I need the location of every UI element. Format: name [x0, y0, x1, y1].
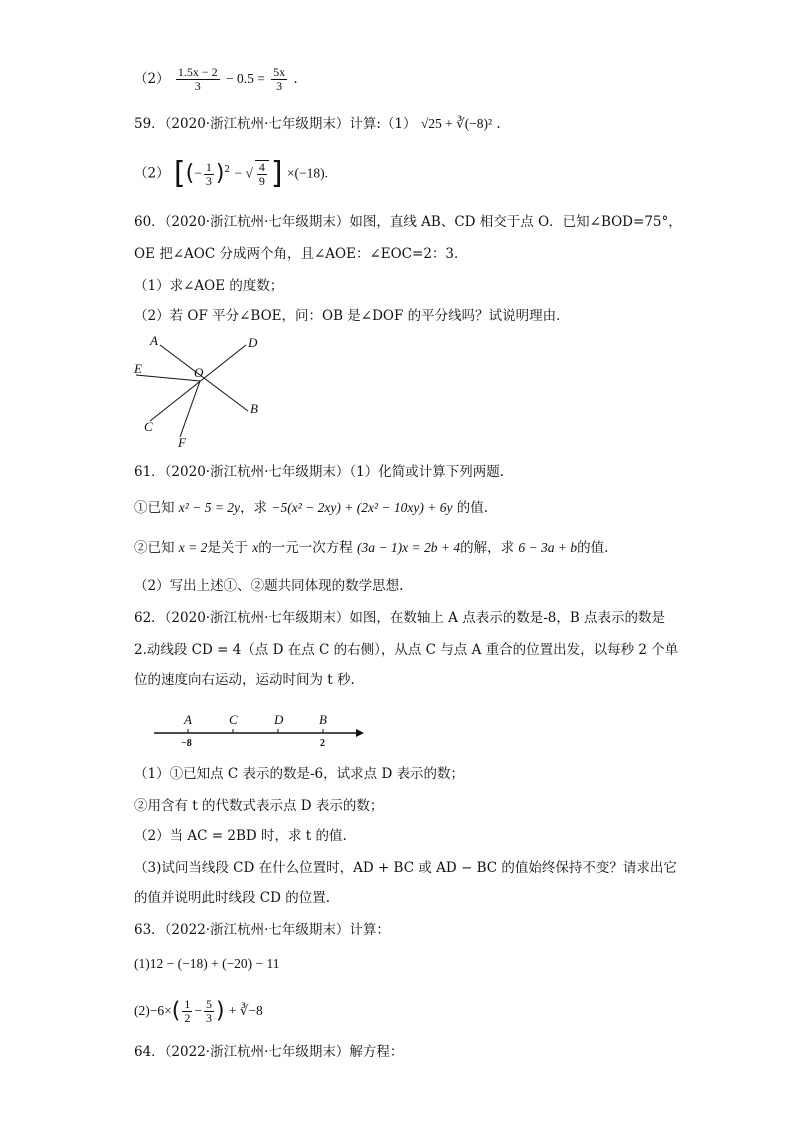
q63-e2-pre: (2)−6× [134, 1003, 172, 1018]
q63-f1 [182, 998, 192, 1025]
axis-label-B: B [319, 714, 327, 727]
q63-f1-num: 1 [184, 997, 191, 1011]
q61-item1-pre: ①已知 [134, 500, 175, 516]
q61-item2-var: x [252, 540, 259, 555]
q62-p1b: ②用含有 t 的代数式表示点 D 表示的数； [134, 798, 384, 814]
q59-root-frac [255, 160, 269, 188]
q58-part2-label: （2） [134, 71, 170, 87]
q60-line1: 60．（2020·浙江杭州·七年级期末）如图，直线 AB、CD 相交于点 O．已知∠BOD=75°， [134, 214, 682, 230]
q63-f2 [204, 998, 214, 1025]
q59-head: 59．（2020·浙江杭州·七年级期末）计算:（1） √25 + ∛(−8)² . [134, 116, 501, 132]
label-F: F [178, 435, 186, 448]
label-O: O [194, 365, 204, 380]
q59-frac-num: 1 [205, 159, 212, 174]
q58-frac2-den: 3 [276, 79, 283, 93]
q61-item1-mid: ，求 [240, 500, 268, 516]
q59-part2-label: （2） [134, 165, 170, 182]
q61-item2-mid: 是关于 [207, 540, 248, 556]
axis-label-C: C [229, 714, 238, 727]
q62-line2: 2.动线段 CD = 4（点 D 在点 C 的右侧），从点 C 与点 A 重合的位置出发，以每秒 2 个单 [134, 642, 679, 658]
axis-arrow [356, 729, 364, 737]
label-E: E [134, 361, 142, 376]
label-B: B [250, 401, 258, 416]
q60-part2: （2）若 OF 平分∠BOE，问：OB 是∠DOF 的平分线吗？试说明理由． [134, 308, 570, 324]
q58-mid: − 0.5 = [225, 71, 265, 86]
q62-line3: 位的速度向右运动，运动时间为 t 秒. [134, 672, 355, 688]
q61-item2-x: x = 2 [178, 540, 208, 555]
q58-end: . [293, 71, 298, 87]
q62-number-line [150, 714, 370, 754]
axis-tick-2: 2 [320, 738, 325, 749]
q61-item1 [134, 498, 488, 518]
q61-item2-pre: ②已知 [134, 540, 175, 556]
q58-frac1-num: 1.5x − 2 [177, 65, 218, 79]
q60-line2: OE 把∠AOC 分成两个角，且∠AOE：∠EOC=2：3． [134, 246, 468, 262]
q61-item2-eq: (3a − 1)x = 2b + 4 [357, 540, 461, 555]
q61-item2 [134, 538, 608, 558]
axis-tick-minus8: −8 [181, 738, 192, 749]
q59-frac-den: 3 [205, 173, 212, 188]
q58-frac1-den: 3 [194, 79, 201, 93]
ray-O-E [136, 375, 200, 381]
q61-item1-end: 的值. [456, 500, 489, 516]
q59-root-den: 9 [258, 174, 265, 188]
q63-e1: (1)12 − (−18) + (−20) − 11 [134, 956, 280, 971]
q61-item2-mid3: 的解，求 [460, 540, 515, 556]
q59-frac [204, 161, 214, 188]
q61-item2-end: 的值. [577, 540, 609, 556]
q58-frac2-num: 5x [273, 65, 286, 79]
q59-part2: （2） [(− $\frac{1}{3}$ )$^2$ − √ $\frac{4}{9}$ ] ×(−18). [134, 156, 328, 191]
q58-part2 [134, 66, 298, 93]
q61-part2: （2）写出上述①、②题共同体现的数学思想. [134, 578, 404, 594]
q59-tail: ×(−18). [286, 165, 328, 181]
q63-f2-num: 5 [205, 997, 212, 1011]
q58-frac2 [271, 66, 287, 93]
q59-root-num: 4 [258, 160, 265, 174]
q62-p3a: （3)试问当线段 CD 在什么位置时，AD + BC 或 AD − BC 的值始终保持不变？请求出它 [134, 860, 677, 876]
q62-p1a: （1）①已知点 C 表示的数是-6，试求点 D 表示的数； [134, 766, 465, 782]
q59-head-text: 59．（2020·浙江杭州·七年级期末）计算:（1） [134, 116, 417, 132]
q62-p3b: 的值并说明此时线段 CD 的位置. [134, 890, 331, 906]
q59-expr1: √25 + ∛(−8)² [420, 116, 493, 131]
q58-frac1 [176, 66, 220, 93]
line-C-D [150, 345, 246, 421]
label-C: C [144, 419, 153, 434]
label-A: A [150, 333, 158, 348]
q64-head: 64．（2022·浙江杭州·七年级期末）解方程： [134, 1044, 404, 1060]
q60-figure [128, 333, 268, 448]
q61-item2-expr: 6 − 3a + b [518, 540, 578, 555]
q63-e2: (2)−6×( $\frac{1}{2}$ − $\frac{5}{3}$ ) + ∛−8 [134, 997, 263, 1025]
q61-item1-expr: −5(x² − 2xy) + (2x² − 10xy) + 6y [271, 500, 453, 515]
q61-head: 61．（2020·浙江杭州·七年级期末）（1）化简或计算下列两题. [134, 464, 504, 480]
q62-line1: 62．（2020·浙江杭州·七年级期末）如图，在数轴上 A 点表示的数是-8，B 点表示的数是 [134, 610, 666, 626]
axis-label-D: D [274, 714, 284, 727]
q63-e2-tail: + ∛−8 [228, 1003, 263, 1018]
q63-f1-den: 2 [184, 1011, 191, 1025]
q60-part1: （1）求∠AOE 的度数； [134, 278, 284, 294]
q61-item1-eq: x² − 5 = 2y [178, 500, 241, 515]
q63-f2-den: 3 [205, 1011, 212, 1025]
q61-item2-mid2: 的一元一次方程 [258, 540, 353, 556]
q63-head: 63．（2022·浙江杭州·七年级期末）计算： [134, 922, 390, 938]
q62-p2: （2）当 AC = 2BD 时，求 t 的值. [134, 828, 347, 844]
axis-label-A: A [184, 714, 192, 727]
label-D: D [248, 335, 258, 350]
